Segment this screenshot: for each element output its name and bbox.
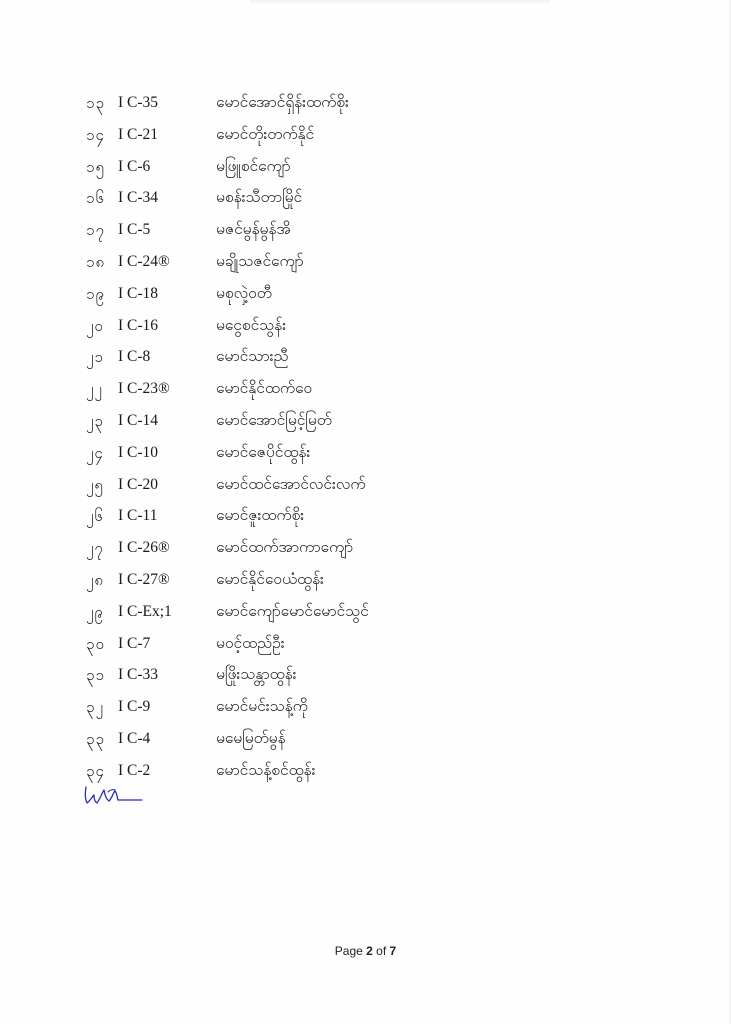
entry-name: မဇင်မွန်မွန်အိ — [216, 220, 291, 239]
entry-number: ၁၉ — [86, 284, 105, 303]
footer-separator: of — [376, 944, 387, 958]
entry-number: ၃၃ — [86, 729, 105, 748]
student-list — [86, 90, 506, 790]
entry-name: မစန်းသီတာမြိုင် — [216, 188, 303, 207]
entry-code: I C-14 — [118, 411, 159, 429]
entry-name: မောင်နိုင်ထက်ဝေ — [216, 379, 313, 398]
list-item — [86, 440, 506, 472]
entry-code: I C-Ex;1 — [118, 602, 172, 620]
entry-code: I C-20 — [118, 475, 159, 493]
entry-name: မဖြိုးသန္တာထွန်း — [216, 665, 297, 684]
list-item — [86, 408, 506, 440]
entry-number: ၃၄ — [86, 761, 105, 780]
entry-name: မောင်ဇူးထက်စိုး — [216, 506, 305, 525]
entry-code: I C-5 — [118, 221, 151, 239]
list-item — [86, 662, 506, 694]
entry-code: I C-11 — [118, 507, 158, 525]
list-item — [86, 376, 506, 408]
list-item — [86, 122, 506, 154]
entry-code: I C-34 — [118, 189, 159, 207]
list-item — [86, 249, 506, 281]
entry-number: ၂၁ — [86, 348, 104, 367]
entry-code: I C-7 — [118, 634, 151, 652]
list-item — [86, 90, 506, 122]
entry-code: I C-27® — [118, 570, 170, 588]
entry-code: I C-18 — [118, 284, 159, 302]
entry-number: ၁၇ — [86, 221, 105, 240]
entry-number: ၁၈ — [86, 252, 106, 271]
entry-name: မဝင့်ထည်ဦး — [216, 633, 285, 652]
entry-name: မောင်အောင်ရှိန်းထက်စိုး — [216, 93, 349, 111]
entry-number: ၁၄ — [86, 125, 105, 144]
entry-name: မောင်ထင်အောင်လင်းလက် — [216, 474, 366, 493]
list-item — [86, 281, 506, 313]
list-item — [86, 503, 506, 535]
page-footer — [0, 944, 731, 958]
list-item — [86, 472, 506, 504]
list-item — [86, 631, 506, 663]
entry-name: မောင်တိုးတက်နိုင် — [216, 124, 315, 143]
footer-prefix: Page — [334, 944, 363, 958]
entry-number: ၃၁ — [86, 666, 105, 685]
handwritten-signature — [82, 781, 144, 807]
footer-current-page: 2 — [366, 944, 373, 958]
entry-code: I C-2 — [118, 761, 151, 779]
entry-number: ၂၆ — [86, 507, 104, 526]
entry-name: မောင်အောင်မြင့်မြတ် — [216, 410, 332, 429]
entry-code: I C-33 — [118, 666, 159, 684]
entry-name: မောင်ကျော်မောင်မောင်သွင် — [216, 601, 369, 620]
list-item — [86, 217, 506, 249]
entry-number: ၁၃ — [86, 94, 105, 112]
entry-code: I C-16 — [118, 316, 159, 334]
entry-code: I C-8 — [118, 348, 151, 366]
entry-name: မောင်ဇေပိုင်ထွန်း — [216, 442, 311, 461]
scan-shadow-top — [250, 0, 550, 4]
entry-code: I C-35 — [118, 94, 159, 111]
entry-number: ၃၀ — [86, 634, 105, 653]
entry-name: မငွေစင်သွန်း — [216, 315, 287, 334]
entry-code: I C-26® — [118, 539, 170, 557]
list-item — [86, 758, 506, 790]
entry-number: ၂၄ — [86, 443, 104, 462]
entry-name: မောင်ထက်အာကာကျော် — [216, 538, 353, 557]
entry-number: ၂၉ — [86, 602, 104, 621]
list-item — [86, 567, 506, 599]
entry-name: မစုလှဲ့ဝတီ — [216, 283, 272, 302]
entry-code: I C-6 — [118, 157, 151, 175]
entry-code: I C-4 — [118, 729, 151, 747]
list-item — [86, 185, 506, 217]
list-item — [86, 344, 506, 376]
entry-number: ၁၅ — [86, 157, 105, 176]
entry-name: မချိုသဇင်ကျော် — [216, 251, 304, 270]
footer-total-pages: 7 — [389, 944, 397, 958]
list-item — [86, 694, 506, 726]
entry-code: I C-10 — [118, 443, 159, 461]
list-item — [86, 313, 506, 345]
entry-number: ၁၆ — [86, 189, 105, 208]
entry-code: I C-23® — [118, 380, 170, 398]
entry-name: မောင်သားညီ — [216, 347, 289, 366]
list-item — [86, 535, 506, 567]
entry-number: ၂၀ — [86, 316, 104, 335]
entry-number: ၃၂ — [86, 698, 104, 717]
entry-number: ၂၃ — [86, 411, 104, 430]
entry-name: မောင်မင်းသန့်ကို — [216, 697, 308, 716]
entry-name: မောင်သန့်စင်ထွန်း — [216, 760, 316, 779]
list-item — [86, 726, 506, 758]
entry-number: ၂၈ — [86, 570, 104, 589]
entry-name: မဖြူစင်ကျော် — [216, 156, 291, 175]
entry-number: ၂၅ — [86, 475, 104, 494]
entry-name: မမေမြတ်မွန် — [216, 728, 286, 747]
entry-code: I C-21 — [118, 125, 159, 143]
list-item — [86, 599, 506, 631]
entry-number: ၂၂ — [86, 380, 103, 399]
entry-name: မောင်နိုင်ဝေယံထွန်း — [216, 569, 324, 588]
list-item — [86, 154, 506, 186]
entry-code: I C-9 — [118, 698, 151, 716]
entry-number: ၂၇ — [86, 539, 104, 558]
entry-code: I C-24® — [118, 252, 170, 270]
